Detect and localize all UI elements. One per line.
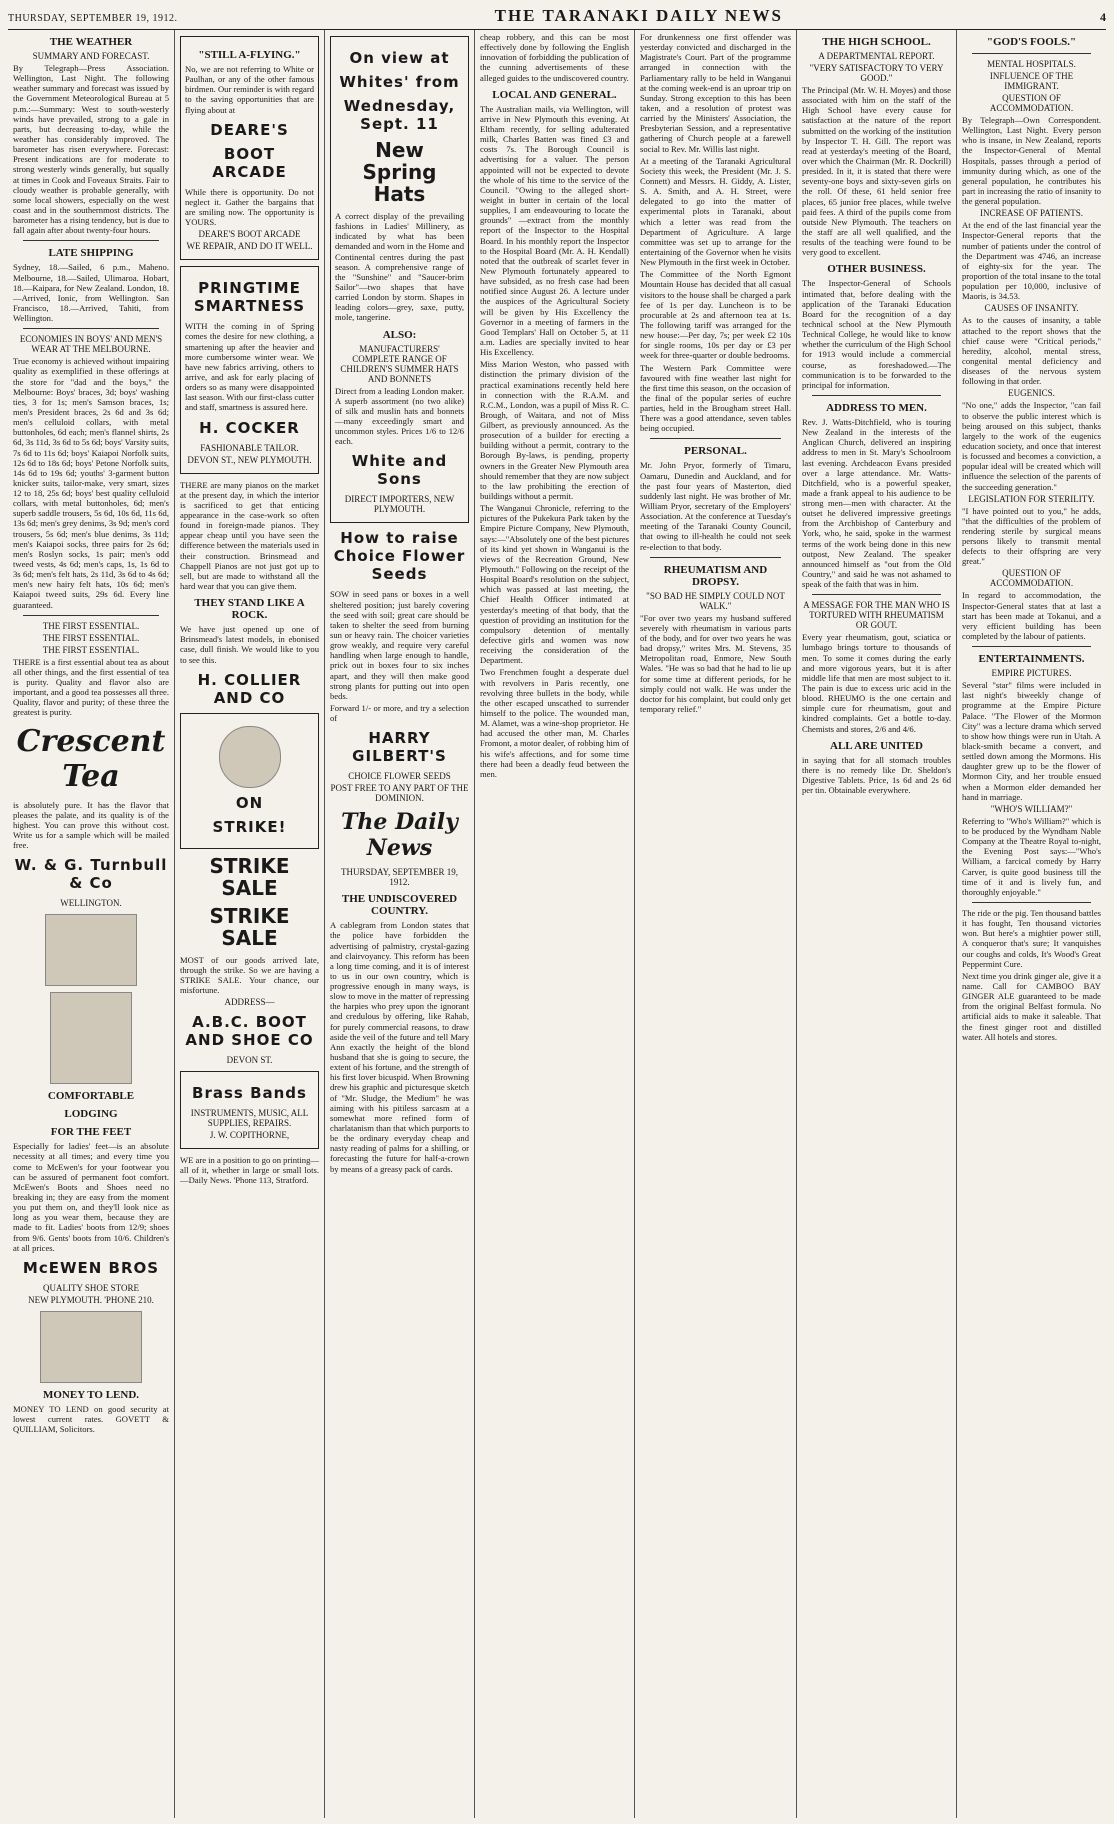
column-7 [956,30,1106,1818]
local-heading: LOCAL AND GENERAL. [492,88,617,101]
mental-subheading: INFLUENCE OF THE IMMIGRANT. [989,71,1074,91]
closing-text: WE are in a position to go on printing—all of it, whether in large or small lots.—Daily News. 'Phone 113, Stratford. [180,1155,319,1186]
school-article: The Principal (Mr. W. H. Moyes) and those associated with him on the staff of the High School have every cause for satisfaction at the nature of the report submitted on the working of the institution by Inspector T. H. Gill. The report was read at yesterday's meeting of the Board, over which the Chairman (Mr. R. Dockrill) presided. In it, it is stated that there were seventy-one boys and sixty-seven girls on the roll. Of these, 61 held senior free places, 65 junior free places, while twelve paid fees. A third of the pupils come from outside New Plymouth. The teachers on the staff are all well qualified, and the results of the teaching were found to be very good to excellent. [802,85,951,258]
white-name: White and Sons [351,452,448,489]
mcewen-location: NEW PLYMOUTH. 'PHONE 210. [28,1294,154,1305]
essential-line-1: THE FIRST ESSENTIAL. [42,620,140,631]
collier-name: H. COLLIER AND CO [197,670,302,707]
seeds-text: SOW in seed pans or boxes in a well sheltered position; just barely covering the seed with soil; great care should be taken to shelter the seed from burning sun or heavy rain. The choicer varieties grow weakly, and require very careful handling when large enough to handle, prick out in boxes four to six inches apart, and they will then make good strong plants for putting out into open beds. [330,589,469,701]
abc-address: DEVON ST. [226,1055,273,1066]
deare-heading-2: DEARE'S BOOT ARCADE [198,229,301,240]
divider [23,328,159,329]
entertainments-heading: ENTERTAINMENTS. [978,653,1085,666]
address-heading: ADDRESS TO MEN. [826,401,927,414]
divider [23,240,159,241]
white-sub: DIRECT IMPORTERS, NEW PLYMOUTH. [344,494,455,515]
rheumatism-article: "For over two years my husband suffered severely with rheumatism in various parts of the body, and for over two years he was bad dropsy," writes Mrs. M. Stevens, 35 Metropolitan road, Enmore, New South Wales. "He was so bad that he had to lie up for some time at different periods, for he simply could not walk. He was under the doctor for his complaint, but could only get temporary relief." [640,612,791,715]
divider [650,438,781,439]
masthead [8,6,1106,30]
comfortable-line-2: LODGING [64,1108,118,1121]
country-heading: THE UNDISCOVERED COUNTRY. [341,893,458,918]
strike-line-1: ON [235,793,264,812]
rheumatism-subheading: "SO BAD HE SIMPLY COULD NOT WALK." [646,590,785,611]
essential-text: THERE is a first essential about tea as about all other things, and the first essential of tea is purity. Quality and flavor also are important, and a good tea possesses all three. Quality, flavor and purity; of these three the greatest is purity. [13,656,169,718]
empire-heading: EMPIRE PICTURES. [991,668,1072,679]
legislation-heading: LEGISLATION FOR STERILITY. [968,493,1095,504]
strike-sale-line-1: STRIKE SALE [209,853,290,900]
comfortable-line-1: COMFORTABLE [47,1090,135,1103]
causes-article: As to the causes of insanity, a table attached to the report shows that the chief cause were "Critical periods," heredity, alcohol, mental stress, congenital mental deficiency and diseases of the nervous system following in that order. [962,315,1101,387]
western-article: The Western Park Committee were favoured with fine weather last night for the first time this season, on the occasion of the final of the popular series of euchre parties, held in the Brougham street Hall. There was a good attendance, seven tables being occupied. [640,362,791,434]
meeting-article: At a meeting of the Taranaki Agricultural Society this week, the President (Mr. J. S. Connett) and Messrs. H. Giddy, A. Lister, S. A. Smith, and A. H. Street, were delegated to go into the matter of experimental plots in Taranaki, about which a letter was read from the Department of Agriculture. A large committee was set up to arrange for the entertaining of the Governor when he visits New Plymouth in the first week in October. [640,155,791,268]
mcewen-sub: QUALITY SHOE STORE [43,1282,139,1293]
piano-text: THERE are many pianos on the market at the present day, in which the interior is sacrificed to get that enticing appearance in the case-work so often found in foreign-made pianos. They appear cheap until you have seen the difference between the materials used in their construction. Brinsmead and Chappell Pianos are not just got up to sell, but are made to withstand all the hard wear that you can give them. [180,479,319,591]
other-article: The Inspector-General of Schools intimated that, before dealing with the application of the Taranaki Education Board for the recognition of a day technical school at the New Plymouth Technical College, he would like to know whether the curriculum of the High School for 1913 would include a commercial course, as foreshadowed.—The communication is to be forwarded to the principal for information. [802,278,951,390]
ginger-ale-ad: Next time you drink ginger ale, give it a name. Call for CAMBOO BAY GINGER ALE guaranteed to be made from the original Belfast formula. No artificial aids to make it saleable. That the finest ginger root and distilled water. All hotels and stores. [962,970,1101,1042]
increase-heading: INCREASE OF PATIENTS. [980,208,1083,219]
brass-heading: Brass Bands [192,1084,307,1103]
school-quote: "VERY SATISFACTORY TO VERY GOOD." [809,63,944,83]
gilbert-text: Forward 1/- or more, and try a selection of [330,702,469,724]
divider [812,395,941,396]
divider [972,902,1091,903]
eugenics-article: "No one," adds the Inspector, "can fail to observe the public interest which is being aroused on this subject, thanks largely to the work of the eugenics education society, and once that interest is focussed and becomes a conviction, a popular ideal will be created which will influence the selection of the parents of the succeeding generation." [962,400,1101,492]
crescent-tea-logo: Crescent Tea [16,723,166,794]
mental-heading: MENTAL HOSPITALS. [987,59,1076,69]
divider [972,53,1091,54]
tea-tin-illustration [45,914,137,986]
also-heading: ALSO: [382,328,417,341]
essential-line-3: THE FIRST ESSENTIAL. [42,644,140,655]
brass-name: J. W. COPITHORNE, [209,1130,290,1141]
comfortable-text: Especially for ladies' feet—is an absolute necessity at all times; and every time you come to McEwen's for your footwear you can be assured of permanent foot comfort. McEwen's Boots and Shoes need no breaking in; they are easy from the moment you put them on, and they'll look nice as long as you wear them, because they are made to fit. Ladies' boots from 12/9; shoes from 9/6. Gents' boots from 10/6. Children's at all prices. [13,1141,169,1253]
school-heading: THE HIGH SCHOOL. [822,36,931,48]
accommodation-subheading: QUESTION OF ACCOMMODATION. [989,93,1074,113]
divider [23,615,159,616]
deare-text: While there is opportunity. Do not neglect it. Gather the bargains that are smiling now. The opportunity is YOURS. [185,186,314,228]
column-3 [324,30,474,1818]
gilbert-name: HARRY GILBERT'S [352,729,447,766]
other-heading: OTHER BUSINESS. [827,263,926,276]
column-1 [8,30,174,1818]
comfortable-line-3: FOR THE FEET [50,1126,132,1139]
still-flying-ad [180,36,319,260]
accommodation-heading: QUESTION OF ACCOMMODATION. [989,568,1074,589]
eugenics-heading: EUGENICS. [1008,388,1055,399]
divider [972,646,1091,647]
allare-heading: ALL ARE UNITED [830,739,923,752]
rock-text: We have just opened up one of Brinsmead's latest models, in ebonised case, dull finish. We would like to you to see this. [180,624,319,665]
entertainments-article: Several "star" films were included in last night's biweekly change of programme at the Empire Picture Palace. "The Flower of the Mormon City" was a lecture drama which served to show how things were run in Utah. A black-smith became a convert, and settled down among the Mormons. His daughter grew up to be the flower of Mormon City, and her trouble ensued when a Mormon elder demanded her hand in marriage. [962,680,1101,802]
weather-article: By Telegraph—Press Association. Wellington, Last Night. The following weather summary and forecast was issued by the Government Meteorological Bureau at 5 p.m.:—Summary: West to south-westerly winds have prevailed, strong to a gale in parts, but decreasing to-day, while the weather has considerably improved. The barometer has risen everywhere. Forecast: Present indications are for moderate to strong westerly winds generally, but squally at times in Cook and Foveaux Straits. Fair to cloudy weather is probable generally, with some local showers, especially on the west coast and in the southernmost districts. The barometer has a rising tendency, but is due to fall again after about twenty-four hours. [13,63,169,236]
column-2 [174,30,324,1818]
also-direct: Direct from a leading London maker. A superb assortment (no two alike) of silk and muslin hats and bonnets—many exceedingly smart and uncommon styles. Prices 1/6 to 12/6 each. [335,385,464,447]
flying-heading: "STILL A-FLYING." [198,49,301,61]
whos-william-heading: "WHO'S WILLIAM?" [990,803,1073,814]
view-store: Whites' from [339,73,460,91]
message-heading: A MESSAGE FOR THE MAN WHO IS TORTURED WITH RHEUMATISM OR GOUT. [803,600,950,631]
column-5 [634,30,796,1818]
shipping-heading: LATE SHIPPING [48,247,134,260]
rheumatism-heading: RHEUMATISM AND DROPSY. [663,563,768,588]
marion-article: Miss Marion Weston, who passed with distinction the primary division of the practical examinations recently held here in connection with the R.A.M. and R.C.M., London, was a pupil of Miss R. C. Brough, of Waitara, and not of Miss Gilbert, as previously announced. As the prosecution of a builder for erecting a building without a permit, contrary to the Borough By-laws, is pending, property owners in the Greater New Plymouth area should remember that they are now subject to the law prohibiting the erection of buildings without a permit. [480,359,629,502]
boot-illustration [50,992,132,1084]
on-strike-ad [180,713,319,849]
pringtime-text: WITH the coming in of Spring comes the desire for new clothing, a smartening up after the heavier and more cumbersome winter wear. We have new fabrics arriving, others to arrive, and ask for early placing of orders so as many were disappointed last season. With our first-class cutter and staff, smartness is assured here. [185,321,314,413]
wanganui-article: The Wanganui Chronicle, referring to the pictures of the Pukekura Park taken by the Empire Picture Company, New Plymouth, says:—"Absolutely one of the best pictures of its kind yet shown in Wanganui is the views of the Recreation Ground, New Plymouth." Following on the receipt of the Hospital Board's resolution on the subject, which was passed at last meeting, the Chief Health Officer intimated at yesterday's meeting of that body, that the question of providing an institution for the compulsory detention of mentally defective girls and women was now receiving the consideration of the Department. [480,503,629,666]
turnbull-name: W. & G. Turnbull & Co [14,856,168,893]
shipping-article: Sydney, 18.—Sailed, 6 p.m., Maheno. Melbourne, 18.—Sailed, Ulimaroa. Hobart, 18.—Kaipara, for New Zealand. London, 18.—Arrived, Ionic, from Wellington. San Francisco, 18.—Arrived, Tahiti, from Wellington. [13,262,169,324]
page-number: 4 [1100,10,1106,24]
columns [8,30,1106,1818]
pringtime-ad [180,266,319,473]
flying-text: No, we are not referring to White or Paulhan, or any of the other famous birdmen. Our reminder is with regard to the saving opportunities that are flying about at [185,64,314,115]
gilbert-post: POST FREE TO ANY PART OF THE DOMINION. [330,783,469,804]
divider [650,557,781,558]
message-article: Every year rheumatism, gout, sciatica or lumbago brings torture to thousands of men. To some it comes during the early and more vigorous years, but it is after middle life that men are most subject to it. The pain is due to excess uric acid in the blood. RHEUMO is the one certain and simple cure for rheumatism, gout and kindred complaints. Get a bottle to-day. Chemists and stores, 2/6 and 4/6. [802,632,951,734]
weather-heading: THE WEATHER [49,36,133,48]
view-date: Wednesday, Sept. 11 [343,97,456,133]
baby-illustration [219,726,281,788]
whites-ad [330,36,469,523]
gilbert-sub: CHOICE FLOWER SEEDS [348,771,451,782]
view-heading: On view at [349,49,450,67]
address-article: Rev. J. Watts-Ditchfield, who is touring New Zealand in the interests of the Anglican Church, delivered an inspiring address to men in St. Mary's Schoolroom last evening. Archdeacon Evans presided over a large attendance. Mr. Watts-Ditchfield, who is a powerful speaker, made a frank appeal to his audience to be strong men—men with character. At the outset he delivered impressive greetings from the Archbishop of Canterbury and York, who, he said, spoke in the warmest terms of the work being done in this new outpost, New Zealand. The speaker announced himself as "out from the Old Country," and said he was not ashamed to speak of the faith that was in him. [802,416,951,590]
weather-subheading: SUMMARY AND FORECAST. [32,51,150,61]
news-date: THURSDAY, SEPTEMBER 19, 1912. [340,867,459,888]
deare-tagline: WE REPAIR, AND DO IT WELL. [186,241,313,252]
deare-heading: DEARE'S [210,120,289,139]
seeds-heading: How to raise Choice Flower Seeds [333,529,466,584]
lend-text: MONEY TO LEND on good security at lowest current rates. GOVETT & QUILLIAM, Solicitors. [13,1403,169,1435]
continued-text: cheap robbery, and this can be most effectively done by following the English innovation of forbidding the publication of the cunning advertisements of these alleged guides to the undiscovered country. [480,32,629,83]
shoe-illustration [40,1311,142,1383]
pringtime-heading: PRINGTIME SMARTNESS [193,279,306,316]
turnbull-city: WELLINGTON. [60,898,122,909]
allare-article: in saying that for all stomach troubles there is no remedy like Dr. Sheldon's Digestive Tablets. Price, 1s 6d and 2s 6d per tin. Obtainable everywhere. [802,754,951,796]
economies-heading: ECONOMIES IN BOYS' AND MEN'S WEAR AT THE MELBOURNE. [19,334,163,355]
strike-sale-line-2: STRIKE SALE [209,903,290,950]
revolver-article: Two Frenchmen fought a desperate duel with revolvers in Paris recently, one revolving three bullets in the body, while the other escaped unscathed to surrender himself to the police. The wounded man, M. Alamet, was a wine-shop proprietor. He had accused the other man, M. Charles Fromont, a motor dealer, of robbing him of his wife's affections, and for some time there had been a deadly feud between the men. [480,667,629,779]
hats-heading: New Spring Hats [362,138,437,206]
column-4 [474,30,634,1818]
masthead-title: THE TARANAKI DAILY NEWS [494,6,783,25]
brass-bands-ad [180,1071,319,1149]
masthead-date: THURSDAY, SEPTEMBER 19, 1912. [8,13,178,24]
fools-article: By Telegraph—Own Correspondent. Wellington, Last Night. Every person who is insane, in New Zealand, reports the Inspector-General of Mental Hospitals, passes through a period of immunity during which, as one of the general population, he contributes his part in increasing the ratio of insanity to the general population. [962,115,1101,207]
essential-line-2: THE FIRST ESSENTIAL. [42,632,140,643]
deare-subheading: BOOT ARCADE [212,144,287,181]
economies-article: True economy is achieved without impairing quality as exemplified in these offerings at the store for "dad and the boys," the Melbourne: Boys' braces, 3d; boys' washing ties, 3 for 1s; men's Samson braces, 1s; men's President braces, 2s 6d and 3s 6d; men's celluloid collars, with metal buttonholes, 6d each; men's flannel shirts, 2s 6d, 3s 11d, 3s 6d to 5s 6d; boys' Varsity suits, 7s 6d to 11s 6d; boys' Kaiapoi Norfolk suits, 12s 6d to 18s 6d; boys' Petone Norfolk suits, 14s 6d to 19s 6d; youths' 3-garment button knicker suits, tailor-make, very smart, sizes 12 to 18, 25s 6d; boys' best quality celluloid collars, with metal buttonholes, 6d; men's superb saddle trousers, 5s 6d, 10s 6d, 11s 6d, 13s 6d; men's grey denims, 3s 9d; men's cord trousers, 5s 6d; men's blue denims, 3s 11d; men's Kaiapoi socks, three pairs for 2s 6d; men's Roslyn socks, 1s pair; men's odd tweed vests, 4s 6d; men's caps, 1s, 1s 6d to 3s 6d; men's felt hats, 2s 11d, 3s 6d to 4s 6d; men's new hairy felt hats, 10s 6d; men's Kaiapoi tweed suits, 29s 6d. Every line guaranteed. [13,356,170,610]
country-article: A cablegram from London states that the police have forbidden the advertising of palmistry, crystal-gazing and clairvoyancy. This reform has been a long time coming, and it is of interest to us in our own country, which is progressive enough in many ways, is slow to move in the matter of repressing the harpies who prey upon the ignorant and credulous by offering, like Rahab, for purely commercial reasons, to draw aside the veil of the future and tell Mary Ann exactly the height of the blond husband that she is going to secure, the extent of his fortune, and the strength of his first lover bicuspid. When Browning drew his graphic and picturesque sketch of "Mr. Sludge, the Medium" he was aiming with his pitiless sarcasm at a somewhat more refined form of charlatanism than that which purports to be the ordinary everyday cheap and nasty reading of palms for a shilling, or forecasting the future for half-a-crown by means of a greasy pack of cards. [330,920,469,1174]
school-subheading: A DEPARTMENTAL REPORT. [818,51,935,61]
daily-news-logo: The Daily News [341,809,458,862]
lend-heading: MONEY TO LEND. [42,1388,140,1401]
cocker-address: DEVON ST., NEW PLYMOUTH. [187,454,312,465]
accommodation-article: In regard to accommodation, the Inspector-General states that at last a start has been made at Tokanui, and a very efficient building has been completed by the labour of patients. [962,590,1101,642]
drunkenness-article: For drunkenness one first offender was yesterday convicted and discharged in the Magistrate's Court. Part of the programme arranged in connection with the Parliamentary rally to be held in Wanganui at the coming week-end is an uproar trip on Sunday. Strong exception to this has been taken, and a resolution of protest was carried by the Ministers' Association, the Presbyterian Session, and a representative gathering of Church people at a farewell social to Rev. Mr. Willis last night. [640,32,791,154]
crescent-text: is absolutely pure. It has the flavor that pleases the palate, and its quality is of the highest. You can prove this without cost. Write us for a sample which will be mailed free. [13,799,169,851]
cocker-trade: FASHIONABLE TAILOR. [200,442,299,453]
causes-heading: CAUSES OF INSANITY. [984,303,1079,314]
mountain-article: The Committee of the North Egmont Mountain House has decided that all casual visitors to the house shall be charged a park fee of 1s per day. Luncheon is to be procurable at 2s and afternoon tea at 1s. The following tariff was arranged for the new house:—Per day, 7s; per week £2 10s for single rooms, 10s per day or £3 per week for three-quarter or double bedrooms. [640,269,791,361]
personal-heading: PERSONAL. [684,445,747,458]
peppermint-verse: The ride or the pig. Ten thousand battles it has fought, Ten thousand victories won. But here's a mightier power still, A conqueror that's sure; It vanquishes our coughs and colds, It's Wood's Great Peppermint Cure. [962,908,1101,969]
personal-article: Mr. John Pryor, formerly of Timaru, Oamaru, Dunedin and Auckland, and for the past four years of Masterton, died suddenly last night. He was brother of Mr. William Pryor, secretary of the Employers' Association. At the conference at Tuesday's meeting of the Taranaki County Council, that owing to ill-health he could not seek re-election to that body. [640,460,791,552]
cocker-name: H. COCKER [199,418,300,437]
increase-article: At the end of the last financial year the Inspector-General reports that the number of patients under the control of the Department was 4746, an increase of eighty-six for the year. The proportion of the total insane to the total population per 10,000, inclusive of Maoris, is 34.53. [962,220,1101,302]
whos-william-article: Referring to "Who's William?" which is to be produced by the Wyndham Nable Company at the Theatre Royal to-night, the Evening Post says:—"Who's William, a farcical comedy by Harry Carver, is quite good business till the time of it and is lively fun, and thoroughly enjoyable." [962,815,1101,897]
brass-sub: INSTRUMENTS, MUSIC, ALL SUPPLIES, REPAIRS. [190,1108,309,1129]
strike-line-2: STRIKE! [212,817,287,836]
also-text: MANUFACTURERS' COMPLETE RANGE OF CHILDREN'S SUMMER HATS AND BONNETS [340,343,459,384]
fools-heading: "GOD'S FOOLS." [986,36,1077,48]
rock-heading: THEY STAND LIKE A ROCK. [194,597,305,622]
strike-sale-text: MOST of our goods arrived late, through the strike. So we are having a STRIKE SALE. Your chance, our misfortune. [180,954,319,996]
divider [812,594,941,595]
abc-name: A.B.C. BOOT AND SHOE CO [185,1013,314,1050]
legislation-article: "I have pointed out to you," he adds, "that the difficulties of the problem of rendering sterile by surgical means persons likely to transmit mental defects to their offspring are very great." [962,505,1101,567]
column-6 [796,30,956,1818]
hats-text: A correct display of the prevailing fashions in Ladies' Millinery, as indicated by what has been demanded and worn in the Home and Continental centres during the past season. A comprehensive range of the "Sunshine" and "Saucer-brim Sailor"—two shapes that have carried London by storm. Shapes in leading colors—grey, saxe, putty, mole, tangerine. [335,211,464,323]
mcewen-name: McEWEN BROS [22,1258,160,1277]
abc-address-label: ADDRESS— [224,997,275,1008]
local-article: The Australian mails, via Wellington, will arrive in New Plymouth this evening. At Eltham recently, for selling adulterated milk, Charles Batten was fined £3 and costs 7s. The Borough Council is advertising for a valuer. The person appointed will not be expected to devote the whole of his time to the service of the Council. "Owing to the alleged short-weight in butter in certain of the local supplies, I am endeavouring to locate the grounds" —extract from the monthly report of the Inspector to the Hospital Board. In his monthly report the Inspector to the Hospital Board (Mr. A. H. Kendall) noted that the outbreak of scarlet fever in New Plymouth fortunately appeared to have subsided, as no fresh case had been notified since August 26. A lecture under the auspices of the Agricultural Society will be given by His Excellency the Governor in a meeting of farmers in the Good Templars' Hall on October 5, at 11 a.m. Ladies are specially invited to hear His Excellency. [480,103,629,358]
